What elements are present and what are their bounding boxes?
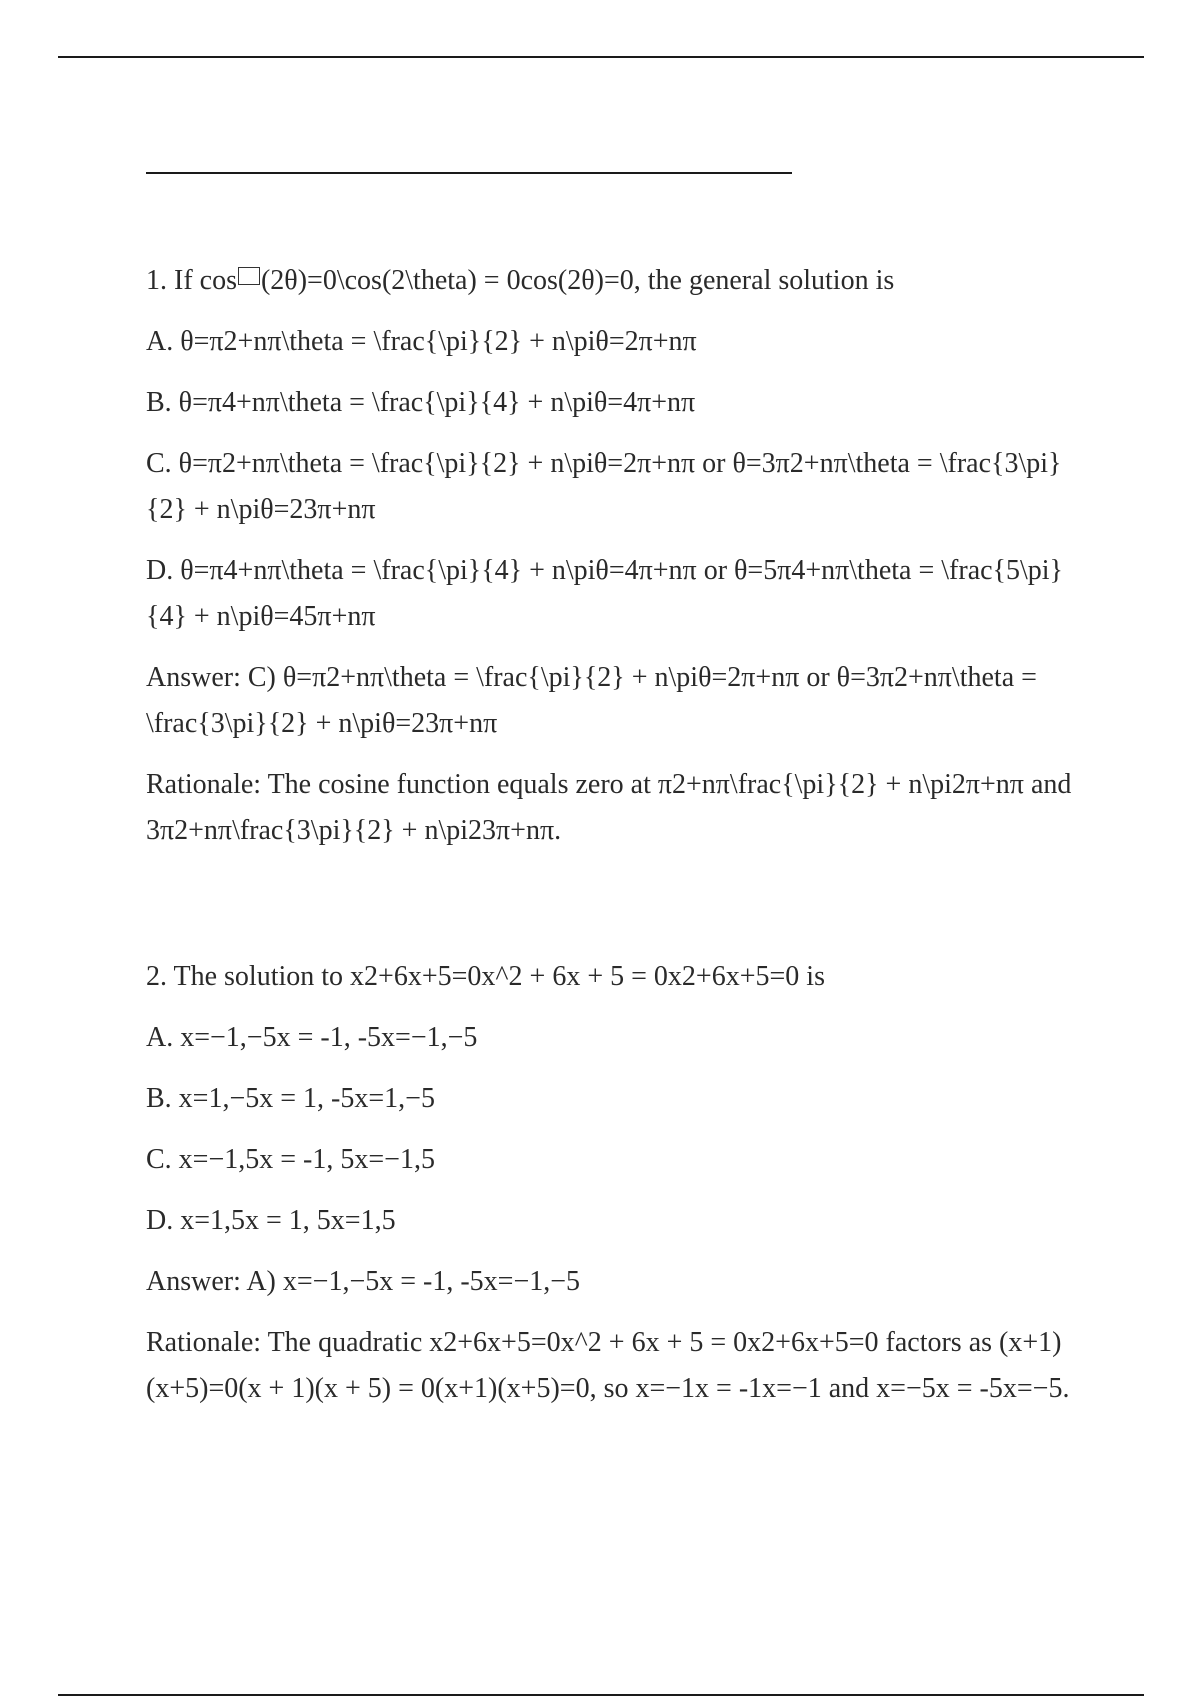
question-1-stem-end: (2θ)=0\cos(2\theta) = 0cos(2θ)=0, the general solution is — [260, 265, 895, 296]
question-2-option-a: A. x=−1,−5x = -1, -5x=−1,−5 — [146, 1022, 478, 1053]
header-underline — [146, 172, 792, 174]
question-1-option-c: C. θ=π2+nπ\theta = \frac{\pi}{2} + n\piθ=2π+nπ or θ=3π2+nπ\theta = \frac{3\pi}{2} + n\piθ=23π+nπ — [146, 448, 1062, 525]
question-1-rationale: Rationale: The cosine function equals zero at π2+nπ\frac{\pi}{2} + n\pi2π+nπ and 3π2+nπ\frac{3\pi}{2} + n\pi23π+nπ. — [146, 769, 1072, 846]
question-1 — [146, 258, 1086, 854]
question-2 — [146, 954, 1086, 1412]
question-1-answer: Answer: C) θ=π2+nπ\theta = \frac{\pi}{2} + n\piθ=2π+nπ or θ=3π2+nπ\theta = \frac{3\pi}{2} + n\piθ=23π+nπ — [146, 662, 1037, 739]
question-1-option-a: A. θ=π2+nπ\theta = \frac{\pi}{2} + n\piθ=2π+nπ — [146, 326, 697, 357]
question-2-option-d: D. x=1,5x = 1, 5x=1,5 — [146, 1205, 396, 1236]
question-2-stem: 2. The solution to x2+6x+5=0x^2 + 6x + 5 = 0x2+6x+5=0 is — [146, 961, 825, 992]
missing-glyph-icon — [238, 267, 260, 285]
question-1-stem-start: 1. If cos — [146, 265, 237, 296]
question-2-answer: Answer: A) x=−1,−5x = -1, -5x=−1,−5 — [146, 1266, 581, 1297]
question-list — [146, 258, 1086, 1427]
question-2-option-c: C. x=−1,5x = -1, 5x=−1,5 — [146, 1144, 435, 1175]
bottom-rule — [58, 1694, 1144, 1696]
question-1-option-b: B. θ=π4+nπ\theta = \frac{\pi}{4} + n\piθ=4π+nπ — [146, 387, 696, 418]
question-2-option-b: B. x=1,−5x = 1, -5x=1,−5 — [146, 1083, 435, 1114]
question-1-stem — [146, 258, 1086, 304]
question-2-rationale: Rationale: The quadratic x2+6x+5=0x^2 + 6x + 5 = 0x2+6x+5=0 factors as (x+1)(x+5)=0(x + 1)(x + 5) = 0(x+1)(x+5)=0, so x=−1x = -1x=−1 and x=−5x = -5x=−5. — [146, 1327, 1070, 1404]
question-1-option-d: D. θ=π4+nπ\theta = \frac{\pi}{4} + n\piθ=4π+nπ or θ=5π4+nπ\theta = \frac{5\pi}{4} + n\piθ=45π+nπ — [146, 555, 1063, 632]
top-rule — [58, 56, 1144, 58]
